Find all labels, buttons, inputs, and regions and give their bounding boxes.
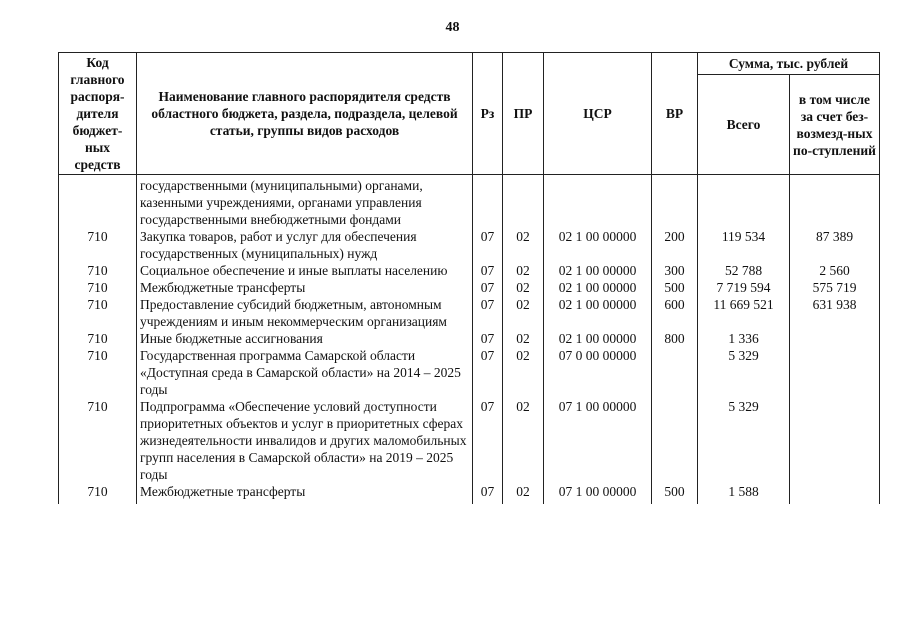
cell-total: 5 329 bbox=[698, 347, 790, 398]
cell-rz: 07 bbox=[473, 347, 503, 398]
cell-total: 1 588 bbox=[698, 483, 790, 504]
cell-rz: 07 bbox=[473, 483, 503, 504]
header-code: Код главного распоря-дителя бюджет-ных средств bbox=[59, 53, 137, 175]
cell-rz: 07 bbox=[473, 279, 503, 296]
cell-csr: 02 1 00 00000 bbox=[544, 262, 652, 279]
cell-free: 2 560 bbox=[790, 262, 880, 279]
cell-free: 575 719 bbox=[790, 279, 880, 296]
header-pr: ПР bbox=[503, 53, 544, 175]
cell-free bbox=[790, 398, 880, 483]
cell-name: Предоставление субсидий бюджетным, автономным учреждениям и иным некоммерческим организациям bbox=[137, 296, 473, 330]
cell-csr: 07 1 00 00000 bbox=[544, 398, 652, 483]
cell-name: Социальное обеспечение и иные выплаты населению bbox=[137, 262, 473, 279]
cell-vr: 200 bbox=[652, 228, 698, 262]
header-total: Всего bbox=[698, 75, 790, 175]
cell-code: 710 bbox=[59, 398, 137, 483]
cell-vr: 600 bbox=[652, 296, 698, 330]
cell-code: 710 bbox=[59, 262, 137, 279]
header-free: в том числе за счет без-возмезд-ных по-ступлений bbox=[790, 75, 880, 175]
header-sum-group: Сумма, тыс. рублей bbox=[698, 53, 880, 75]
cell-name: Межбюджетные трансферты bbox=[137, 279, 473, 296]
cell-pr: 02 bbox=[503, 398, 544, 483]
table-row bbox=[59, 330, 880, 347]
cell-pr: 02 bbox=[503, 279, 544, 296]
cell-total: 7 719 594 bbox=[698, 279, 790, 296]
cell-total: 1 336 bbox=[698, 330, 790, 347]
header-rz: Рз bbox=[473, 53, 503, 175]
cell-rz: 07 bbox=[473, 398, 503, 483]
cell-total: 119 534 bbox=[698, 228, 790, 262]
cell-code: 710 bbox=[59, 296, 137, 330]
cell-pr bbox=[503, 175, 544, 229]
cell-name: Иные бюджетные ассигнования bbox=[137, 330, 473, 347]
cell-vr bbox=[652, 175, 698, 229]
cell-vr: 500 bbox=[652, 483, 698, 504]
cell-free: 631 938 bbox=[790, 296, 880, 330]
cell-code: 710 bbox=[59, 330, 137, 347]
cell-pr: 02 bbox=[503, 228, 544, 262]
table-row bbox=[59, 262, 880, 279]
cell-code: 710 bbox=[59, 347, 137, 398]
cell-rz: 07 bbox=[473, 228, 503, 262]
cell-pr: 02 bbox=[503, 483, 544, 504]
page-number: 48 bbox=[445, 20, 460, 35]
cell-name: Межбюджетные трансферты bbox=[137, 483, 473, 504]
cell-free bbox=[790, 483, 880, 504]
table-header bbox=[59, 53, 880, 175]
cell-pr: 02 bbox=[503, 330, 544, 347]
cell-csr: 02 1 00 00000 bbox=[544, 296, 652, 330]
cell-pr: 02 bbox=[503, 347, 544, 398]
cell-code: 710 bbox=[59, 228, 137, 262]
table-row bbox=[59, 175, 880, 229]
table-row bbox=[59, 228, 880, 262]
cell-rz: 07 bbox=[473, 330, 503, 347]
cell-csr: 02 1 00 00000 bbox=[544, 228, 652, 262]
cell-csr: 02 1 00 00000 bbox=[544, 279, 652, 296]
cell-name: государственными (муниципальными) органами, казенными учреждениями, органами управления государственными внебюджетными фондами bbox=[137, 175, 473, 229]
header-csr: ЦСР bbox=[544, 53, 652, 175]
cell-name: Закупка товаров, работ и услуг для обеспечения государственных (муниципальных) нужд bbox=[137, 228, 473, 262]
cell-total: 5 329 bbox=[698, 398, 790, 483]
table-row bbox=[59, 279, 880, 296]
table-row bbox=[59, 347, 880, 398]
cell-free bbox=[790, 175, 880, 229]
table-row bbox=[59, 398, 880, 483]
cell-total bbox=[698, 175, 790, 229]
cell-pr: 02 bbox=[503, 296, 544, 330]
cell-name: Государственная программа Самарской области «Доступная среда в Самарской области» на 2014 – 2025 годы bbox=[137, 347, 473, 398]
cell-name: Подпрограмма «Обеспечение условий доступности приоритетных объектов и услуг в приоритетных сферах жизнедеятельности инвалидов и других маломобильных групп населения в Самарской области» на 2019 – 2025 годы bbox=[137, 398, 473, 483]
cell-vr bbox=[652, 347, 698, 398]
table-body bbox=[59, 175, 880, 505]
cell-csr: 07 0 00 00000 bbox=[544, 347, 652, 398]
cell-code bbox=[59, 175, 137, 229]
cell-total: 11 669 521 bbox=[698, 296, 790, 330]
cell-code: 710 bbox=[59, 279, 137, 296]
cell-free bbox=[790, 330, 880, 347]
cell-free bbox=[790, 347, 880, 398]
cell-csr: 07 1 00 00000 bbox=[544, 483, 652, 504]
table-row bbox=[59, 296, 880, 330]
cell-vr: 300 bbox=[652, 262, 698, 279]
cell-vr: 800 bbox=[652, 330, 698, 347]
cell-rz: 07 bbox=[473, 296, 503, 330]
header-vr: ВР bbox=[652, 53, 698, 175]
cell-vr: 500 bbox=[652, 279, 698, 296]
cell-csr bbox=[544, 175, 652, 229]
cell-pr: 02 bbox=[503, 262, 544, 279]
cell-csr: 02 1 00 00000 bbox=[544, 330, 652, 347]
cell-rz bbox=[473, 175, 503, 229]
cell-code: 710 bbox=[59, 483, 137, 504]
cell-rz: 07 bbox=[473, 262, 503, 279]
table-row bbox=[59, 483, 880, 504]
header-name: Наименование главного распорядителя средств областного бюджета, раздела, подраздела, целевой статьи, группы видов расходов bbox=[137, 53, 473, 175]
budget-table bbox=[58, 52, 880, 504]
cell-total: 52 788 bbox=[698, 262, 790, 279]
cell-free: 87 389 bbox=[790, 228, 880, 262]
cell-vr bbox=[652, 398, 698, 483]
